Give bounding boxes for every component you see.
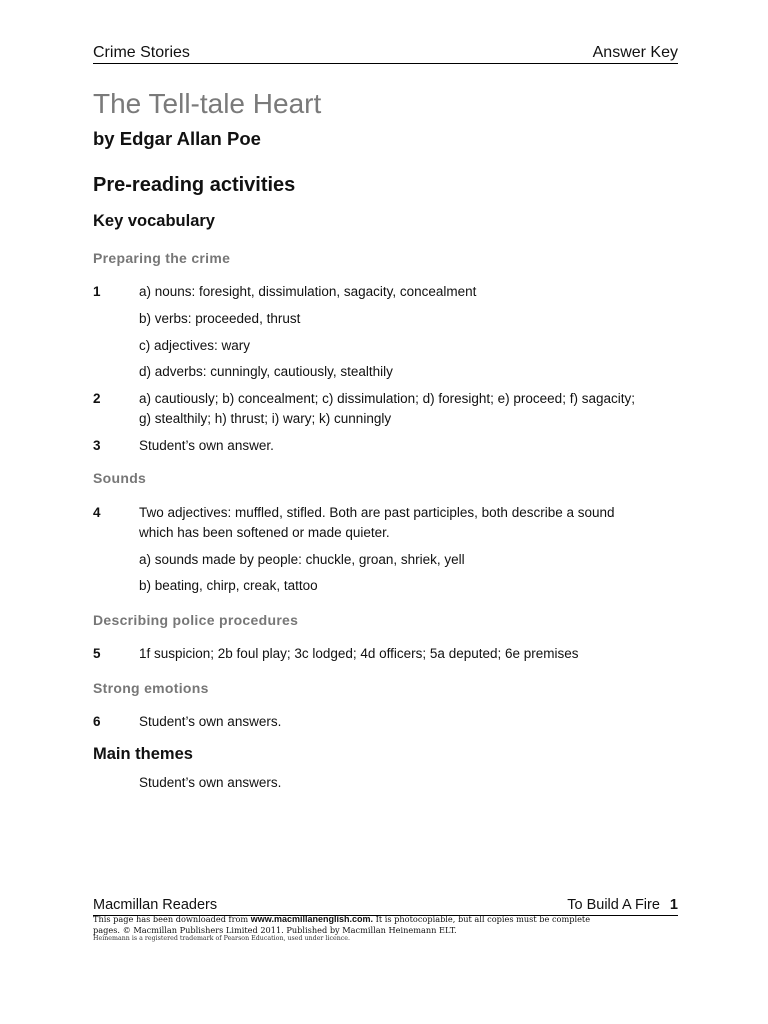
answer-6-text: Student’s own answers. [139,714,282,729]
page-number: 1 [669,897,678,913]
copyright-text: This page has been downloaded from [93,914,251,924]
answer-key-page [93,0,678,1024]
answer-number: 2 [93,391,101,406]
footer-book-title: To Build A Fire [567,897,660,913]
header-doc-type: Answer Key [592,44,678,61]
answer-4-line2: which has been softened or made quieter. [139,525,390,540]
answer-4a: a) sounds made by people: chuckle, groan, shriek, yell [139,552,465,567]
main-themes-text: Student’s own answers. [139,775,282,790]
page-header [93,43,678,64]
copyright-notice [93,914,678,943]
answer-number: 5 [93,646,101,661]
section-main-themes: Main themes [93,745,193,763]
answer-1a: a) nouns: foresight, dissimulation, sagacity, concealment [139,284,477,299]
page-footer [93,896,678,916]
answer-5-text: 1f suspicion; 2b foul play; 3c lodged; 4d officers; 5a deputed; 6e premises [139,646,579,661]
story-author: by Edgar Allan Poe [93,128,261,149]
answer-3-text: Student’s own answer. [139,438,274,453]
copyright-line-1 [93,914,678,925]
subsection-preparing-crime: Preparing the crime [93,250,231,266]
answer-number: 1 [93,284,101,299]
trademark-line: Heinemann is a registered trademark of Pearson Education, used under licence. [93,935,351,942]
answer-4b: b) beating, chirp, creak, tattoo [139,578,318,593]
subsection-sounds: Sounds [93,470,147,486]
answer-1d: d) adverbs: cunningly, cautiously, stealthily [139,364,393,379]
answer-2-line2: g) stealthily; h) thrust; i) wary; k) cunningly [139,411,392,426]
section-key-vocabulary: Key vocabulary [93,212,215,230]
subsection-police-procedures: Describing police procedures [93,612,299,628]
answer-4-line1: Two adjectives: muffled, stifled. Both are past participles, both describe a sound [139,505,615,520]
story-title: The Tell-tale Heart [93,88,322,119]
subsection-strong-emotions: Strong emotions [93,680,209,696]
answer-1c: c) adjectives: wary [139,338,251,353]
section-pre-reading: Pre-reading activities [93,174,296,196]
answer-2-line1: a) cautiously; b) concealment; c) dissimulation; d) foresight; e) proceed; f) sagacity; [139,391,635,406]
header-series-title: Crime Stories [93,44,190,61]
answer-1b: b) verbs: proceeded, thrust [139,311,301,326]
copyright-text: It is photocopiable, but all copies must be complete [373,914,591,924]
answer-number: 6 [93,714,101,729]
answer-number: 3 [93,438,101,453]
copyright-line-2: pages. © Macmillan Publishers Limited 2011. Published by Macmillan Heinemann ELT. [93,924,457,935]
footer-book-info [567,896,678,915]
answer-number: 4 [93,505,101,520]
footer-publisher: Macmillan Readers [93,897,218,913]
publisher-url: www.macmillanenglish.com. [250,914,373,924]
